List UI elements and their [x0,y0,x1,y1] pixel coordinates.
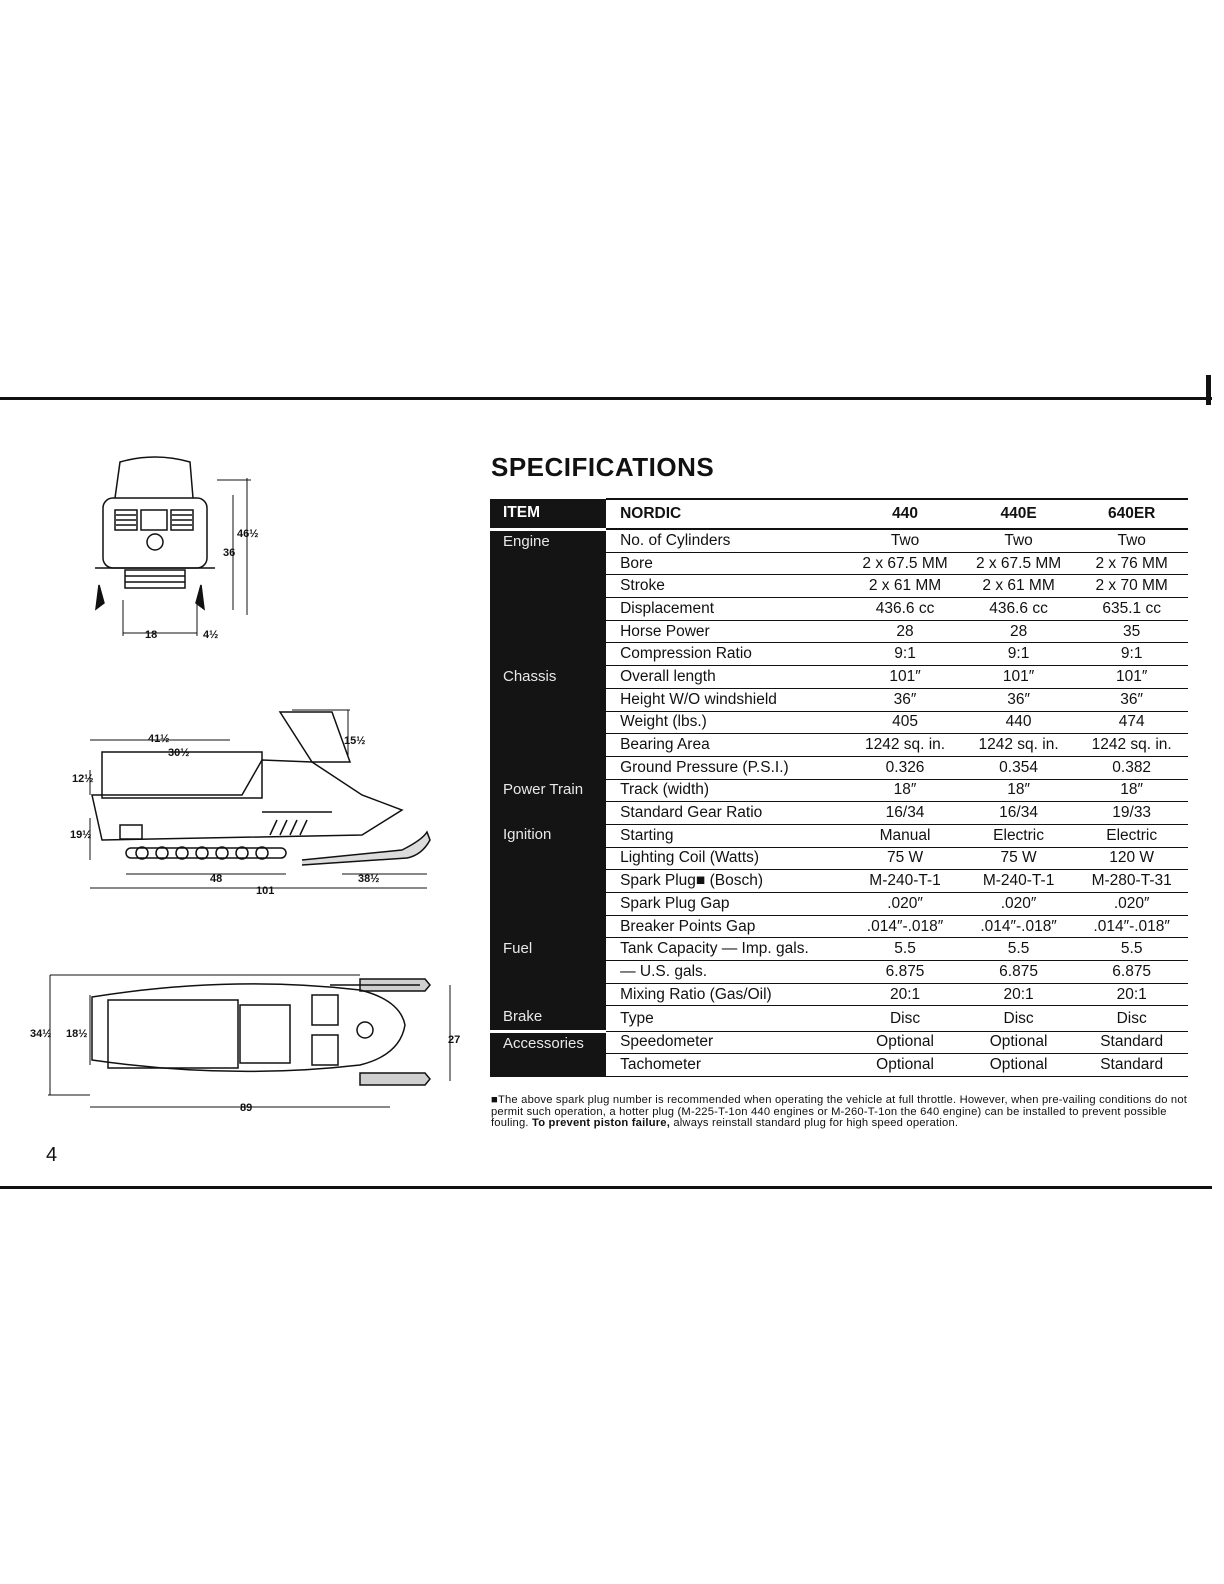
table-row [490,779,1188,802]
item-cell: Track (width) [606,779,848,802]
side-hood: 12½ [72,773,94,785]
table-row [490,529,1188,552]
item-cell: Stroke [606,575,848,598]
item-cell: Bore [606,552,848,575]
item-cell: — U.S. gals. [606,961,848,984]
table-header-row [490,499,1188,529]
value-440: M-240-T-1 [848,870,962,893]
item-cell: Displacement [606,598,848,621]
footnote-tail: always reinstall standard plug for high speed operation. [673,1117,959,1129]
footnote-bold: To prevent piston failure, [532,1117,671,1129]
side-top-len: 41½ [148,733,170,745]
value-640er: 19/33 [1075,802,1188,825]
value-440e: 6.875 [962,961,1076,984]
value-440e: Optional [962,1054,1076,1077]
value-640er: 474 [1075,711,1188,734]
value-440: 36″ [848,688,962,711]
item-cell: Tank Capacity — Imp. gals. [606,938,848,961]
item-cell: Tachometer [606,1054,848,1077]
specifications-body [490,529,1188,1077]
item-cell: Spark Plug Gap [606,893,848,916]
value-440: 5.5 [848,938,962,961]
value-440e: 2 x 67.5 MM [962,552,1076,575]
value-440e: Two [962,529,1076,552]
value-440: 9:1 [848,643,962,666]
top-rule-end [1206,375,1211,405]
page-title: SPECIFICATIONS [491,452,715,482]
side-track-len: 48 [210,873,223,885]
value-440: Disc [848,1006,962,1031]
header-item: ITEM [490,499,606,529]
top-width-inner: 18½ [66,1028,88,1040]
side-ski: 38½ [358,873,380,885]
category-label: Accessories [490,1031,606,1076]
table-row [490,1031,1188,1054]
value-440: 20:1 [848,983,962,1006]
value-440e: 440 [962,711,1076,734]
value-440e: M-240-T-1 [962,870,1076,893]
value-440e: 18″ [962,779,1076,802]
value-440: .014″-.018″ [848,915,962,938]
value-640er: Standard [1075,1031,1188,1054]
specifications-table [490,498,1188,1077]
front-offset: 4½ [203,629,219,641]
category-label: Engine [490,529,606,666]
value-640er: 2 x 76 MM [1075,552,1188,575]
category-label: Power Train [490,779,606,824]
table-row [490,1006,1188,1031]
item-cell: Height W/O windshield [606,688,848,711]
value-640er: Electric [1075,824,1188,847]
value-440e: Optional [962,1031,1076,1054]
value-440: 75 W [848,847,962,870]
side-body: 19½ [70,829,92,841]
top-ski-stance: 27 [448,1034,461,1046]
item-cell: Starting [606,824,848,847]
value-640er: 120 W [1075,847,1188,870]
value-440: .020″ [848,893,962,916]
value-640er: Disc [1075,1006,1188,1031]
front-track: 18 [145,629,158,641]
item-cell: Standard Gear Ratio [606,802,848,825]
value-440: Optional [848,1054,962,1077]
page-number: 4 [46,1144,58,1166]
value-640er: 1242 sq. in. [1075,734,1188,757]
table-row [490,666,1188,689]
value-440e: 1242 sq. in. [962,734,1076,757]
item-cell: Type [606,1006,848,1031]
value-440: 28 [848,620,962,643]
item-cell: Weight (lbs.) [606,711,848,734]
category-label: Brake [490,1006,606,1031]
table-row [490,824,1188,847]
value-440e: 9:1 [962,643,1076,666]
value-640er: 5.5 [1075,938,1188,961]
footnote-text: ■The above spark plug number is recommended when operating the vehicle at full throttle. However, when pre-vailing conditions do not permit such operation, a hotter plug (M-225-T-1on 440 engines or M-260-T-1on the 640 engine) can be installed to prevent possible fouling. [491,1094,1188,1129]
top-view-drawing [30,965,470,1125]
value-440: 18″ [848,779,962,802]
value-440: 0.326 [848,756,962,779]
category-label: Ignition [490,824,606,937]
item-cell: Spark Plug■ (Bosch) [606,870,848,893]
value-640er: .020″ [1075,893,1188,916]
value-440e: 5.5 [962,938,1076,961]
value-440e: 0.354 [962,756,1076,779]
value-440e: 28 [962,620,1076,643]
value-440e: Electric [962,824,1076,847]
value-440e: Disc [962,1006,1076,1031]
item-cell: Mixing Ratio (Gas/Oil) [606,983,848,1006]
value-440: 2 x 67.5 MM [848,552,962,575]
value-640er: Two [1075,529,1188,552]
value-440e: .014″-.018″ [962,915,1076,938]
value-640er: .014″-.018″ [1075,915,1188,938]
value-640er: 0.382 [1075,756,1188,779]
item-cell: Compression Ratio [606,643,848,666]
front-view-drawing [85,450,265,650]
item-cell: Speedometer [606,1031,848,1054]
top-width-outer: 34½ [30,1028,52,1040]
value-440: Optional [848,1031,962,1054]
item-cell: Horse Power [606,620,848,643]
value-440: Manual [848,824,962,847]
value-440: 436.6 cc [848,598,962,621]
value-440e: 75 W [962,847,1076,870]
value-640er: 2 x 70 MM [1075,575,1188,598]
value-440: 405 [848,711,962,734]
value-440e: 436.6 cc [962,598,1076,621]
header-440e: 440E [962,499,1076,529]
value-640er: 101″ [1075,666,1188,689]
side-seat-len: 30½ [168,747,190,759]
value-640er: 6.875 [1075,961,1188,984]
value-440: 1242 sq. in. [848,734,962,757]
item-cell: No. of Cylinders [606,529,848,552]
value-440e: .020″ [962,893,1076,916]
side-view-drawing [62,700,442,900]
item-cell: Breaker Points Gap [606,915,848,938]
value-640er: Standard [1075,1054,1188,1077]
value-640er: 36″ [1075,688,1188,711]
value-440e: 16/34 [962,802,1076,825]
value-640er: 35 [1075,620,1188,643]
value-440: 6.875 [848,961,962,984]
value-440: 2 x 61 MM [848,575,962,598]
item-cell: Ground Pressure (P.S.I.) [606,756,848,779]
item-cell: Bearing Area [606,734,848,757]
item-cell: Overall length [606,666,848,689]
front-height: 36 [223,547,236,559]
value-640er: 18″ [1075,779,1188,802]
value-440e: 101″ [962,666,1076,689]
value-440e: 36″ [962,688,1076,711]
header-440: 440 [848,499,962,529]
category-label: Fuel [490,938,606,1006]
bottom-rule [0,1186,1212,1189]
category-label: Chassis [490,666,606,779]
value-640er: 9:1 [1075,643,1188,666]
front-height-total: 46½ [237,528,259,540]
top-rule [0,397,1212,400]
header-640er: 640ER [1075,499,1188,529]
side-windshield: 15½ [344,735,366,747]
top-length: 89 [240,1102,253,1114]
value-440e: 2 x 61 MM [962,575,1076,598]
footnote [491,1095,1191,1130]
value-440e: 20:1 [962,983,1076,1006]
value-640er: M-280-T-31 [1075,870,1188,893]
header-model: NORDIC [606,499,848,529]
value-640er: 635.1 cc [1075,598,1188,621]
value-440: 16/34 [848,802,962,825]
value-440: Two [848,529,962,552]
table-row [490,938,1188,961]
item-cell: Lighting Coil (Watts) [606,847,848,870]
side-overall: 101 [256,885,275,897]
value-640er: 20:1 [1075,983,1188,1006]
value-440: 101″ [848,666,962,689]
